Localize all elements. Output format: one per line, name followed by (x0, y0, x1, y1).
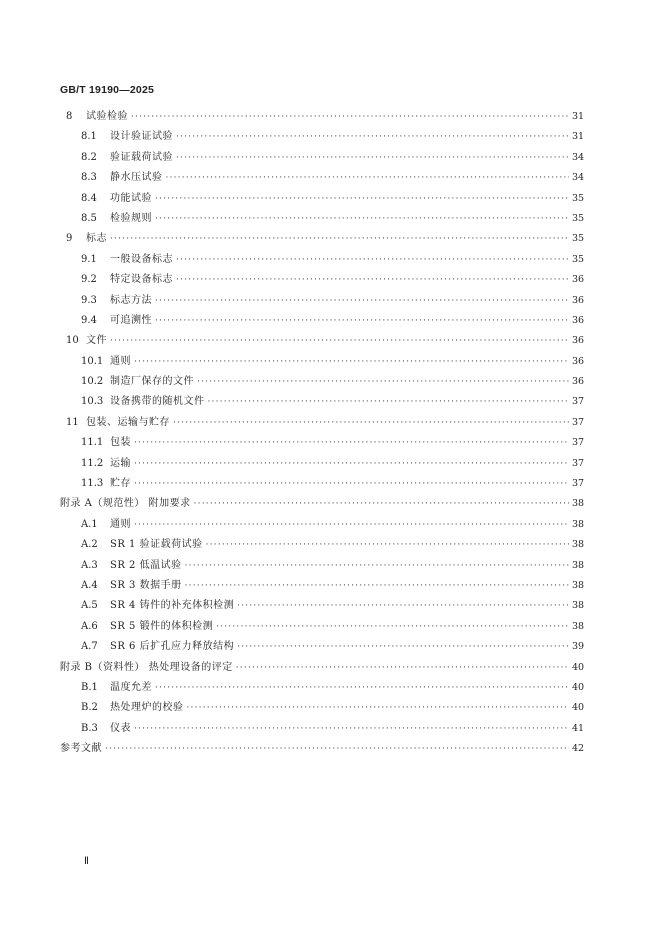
toc-entry-title: 通则 (110, 355, 131, 367)
toc-entry-number: 11 (66, 416, 79, 428)
toc-leader-dots (194, 499, 569, 509)
toc-entry-page: 37 (572, 416, 585, 428)
toc-entry-number: 10.2 (81, 376, 104, 388)
toc-leader-dots (237, 642, 569, 652)
toc-entry-page: 40 (572, 702, 585, 714)
toc-entry[interactable] (66, 168, 584, 188)
toc-entry-number: 9.2 (81, 274, 97, 286)
toc-leader-dots (110, 234, 569, 244)
toc-entry-page: 36 (572, 294, 585, 306)
toc-leader-dots (236, 663, 569, 673)
toc-entry[interactable] (66, 331, 584, 351)
toc-entry-number: 11.1 (81, 437, 104, 449)
toc-entry[interactable] (66, 229, 584, 249)
toc-entry-page: 37 (572, 396, 585, 408)
toc-entry[interactable] (66, 719, 584, 739)
toc-leader-dots (110, 336, 569, 346)
toc-entry-page: 37 (572, 478, 585, 490)
toc-leader-dots (105, 744, 569, 754)
toc-entry-page: 42 (572, 743, 585, 755)
toc-entry-number: 10.1 (81, 355, 104, 367)
toc-entry-page: 41 (572, 722, 585, 734)
toc-entry-number: 8.3 (81, 172, 97, 184)
toc-entry-number: 8 (66, 111, 73, 122)
toc-entry-page: 31 (572, 131, 585, 143)
toc-leader-dots (176, 153, 569, 163)
toc-entry-page: 36 (572, 314, 585, 326)
toc-entry-title: 通则 (110, 518, 131, 530)
toc-entry-number: A.5 (81, 600, 98, 612)
toc-entry[interactable] (66, 291, 584, 311)
toc-entry-title: 参考文献 (60, 743, 102, 755)
toc-entry-page: 37 (572, 457, 585, 469)
toc-entry-title: SR 4 铸件的补充体积检测 (110, 600, 235, 612)
toc-entry-title: 可追溯性 (110, 314, 152, 326)
toc-leader-dots (176, 275, 569, 285)
toc-entry-title: 运输 (110, 457, 131, 469)
toc-entry-number: 8.5 (81, 212, 97, 224)
toc-entry-title: SR 6 后扩孔应力释放结构 (110, 641, 235, 653)
toc-leader-dots (134, 479, 569, 489)
toc-entry-title: 标志方法 (110, 294, 152, 306)
toc-leader-dots (216, 622, 569, 632)
toc-entry[interactable] (66, 413, 584, 433)
toc-leader-dots (206, 540, 569, 550)
toc-entry-page: 38 (572, 518, 585, 530)
toc-leader-dots (131, 112, 569, 122)
toc-entry-number: 8.4 (81, 192, 97, 204)
toc-entry-page: 35 (572, 253, 585, 265)
toc-entry-page: 40 (572, 661, 585, 673)
toc-entry-number: 9.4 (81, 314, 97, 326)
toc-entry-page: 36 (572, 355, 585, 367)
toc-entry-title: 检验规则 (110, 212, 152, 224)
toc-entry[interactable] (66, 392, 584, 412)
toc-entry-number: A.1 (81, 518, 98, 530)
toc-leader-dots (176, 132, 569, 142)
toc-entry-title: 验证载荷试验 (110, 151, 173, 163)
toc-entry[interactable] (66, 556, 584, 576)
toc-entry-number: 8.2 (81, 151, 97, 163)
toc-leader-dots (187, 703, 570, 713)
toc-entry-number: 11.2 (81, 457, 104, 469)
toc-entry[interactable] (60, 494, 584, 514)
toc-leader-dots (197, 377, 569, 387)
toc-entry-title: 文件 (86, 335, 107, 347)
toc-entry-number: B.1 (81, 681, 98, 693)
toc-entry-number: 10.3 (81, 396, 104, 408)
toc-entry-title: 试验检验 (86, 111, 128, 122)
toc-entry[interactable] (66, 250, 584, 270)
toc-entry[interactable] (60, 658, 584, 678)
toc-entry[interactable] (66, 474, 584, 494)
toc-leader-dots (134, 520, 569, 530)
toc-entry-number: 9.1 (81, 253, 97, 265)
toc-entry-title: 附录 A（规范性） 附加要求 (60, 498, 191, 510)
toc-entry-title: 功能试验 (110, 192, 152, 204)
toc-entry-title: SR 5 锻件的体积检测 (110, 620, 214, 632)
toc-leader-dots (155, 316, 569, 326)
toc-entry-page: 36 (572, 376, 585, 388)
toc-entry[interactable] (66, 576, 584, 596)
toc-entry[interactable] (66, 678, 584, 698)
toc-leader-dots (155, 296, 569, 306)
toc-leader-dots (155, 214, 569, 224)
page-number: Ⅱ (84, 856, 89, 867)
toc-entry-page: 38 (572, 498, 585, 510)
toc-entry[interactable] (66, 637, 584, 657)
toc-entry-title: 标志 (86, 233, 107, 245)
toc-entry-number: A.7 (81, 641, 98, 653)
document-id: GB/T 19190—2025 (60, 84, 155, 96)
toc-entry-page: 35 (572, 233, 585, 245)
toc-entry-page: 39 (572, 641, 585, 653)
toc-entry-page: 37 (572, 437, 585, 449)
toc-entry-page: 35 (572, 192, 585, 204)
toc-entry-page: 31 (572, 111, 585, 122)
toc-entry-number: 8.1 (81, 131, 97, 143)
toc-entry-title: 附录 B（资料性） 热处理设备的评定 (60, 661, 233, 673)
toc-entry-title: SR 3 数据手册 (110, 579, 182, 591)
toc-entry-number: 9 (66, 233, 73, 245)
toc-entry-number: 9.3 (81, 294, 97, 306)
toc-entry-title: 特定设备标志 (110, 274, 173, 286)
toc-entry-page: 38 (572, 579, 585, 591)
toc-leader-dots (155, 683, 569, 693)
toc-entry-title: SR 2 低温试验 (110, 559, 182, 571)
toc-entry-title: 设备携带的随机文件 (110, 396, 205, 408)
toc-entry-number: A.3 (81, 559, 98, 571)
toc-entry-title: 设计验证试验 (110, 131, 173, 143)
table-of-contents (60, 107, 585, 760)
toc-leader-dots (185, 561, 569, 571)
toc-entry[interactable] (66, 107, 584, 127)
toc-entry[interactable] (66, 515, 584, 535)
toc-entry-title: 制造厂保存的文件 (110, 376, 194, 388)
toc-leader-dots (134, 724, 569, 734)
toc-entry[interactable] (66, 311, 584, 331)
toc-entry[interactable] (66, 596, 584, 616)
toc-entry-page: 38 (572, 559, 585, 571)
toc-leader-dots (134, 438, 569, 448)
toc-leader-dots (208, 397, 570, 407)
toc-entry-number: 10 (66, 335, 79, 347)
toc-entry-title: 热处理炉的校验 (110, 702, 184, 714)
toc-leader-dots (173, 418, 569, 428)
toc-leader-dots (134, 459, 569, 469)
toc-entry[interactable] (66, 372, 584, 392)
toc-entry[interactable] (66, 433, 584, 453)
toc-entry-title: 一般设备标志 (110, 253, 173, 265)
toc-entry-title: 贮存 (110, 478, 131, 490)
toc-leader-dots (155, 194, 569, 204)
toc-leader-dots (185, 581, 569, 591)
toc-entry[interactable] (66, 209, 584, 229)
toc-entry-number: B.3 (81, 722, 98, 734)
toc-entry-number: 11.3 (81, 478, 104, 490)
toc-leader-dots (134, 357, 569, 367)
toc-entry[interactable] (66, 270, 584, 290)
toc-leader-dots (176, 255, 569, 265)
toc-leader-dots (237, 601, 569, 611)
toc-entry-title: 包装 (110, 437, 131, 449)
toc-entry-title: 包装、运输与贮存 (86, 416, 170, 428)
toc-entry-page: 38 (572, 620, 585, 632)
toc-entry-page: 36 (572, 274, 585, 286)
toc-entry[interactable] (66, 352, 584, 372)
toc-entry-page: 34 (572, 151, 585, 163)
toc-entry-page: 34 (572, 172, 585, 184)
toc-entry[interactable] (66, 127, 584, 147)
toc-entry-title: SR 1 验证载荷试验 (110, 539, 203, 551)
toc-entry-title: 温度允差 (110, 681, 152, 693)
toc-leader-dots (166, 173, 570, 183)
toc-entry-page: 35 (572, 212, 585, 224)
toc-entry-page: 40 (572, 681, 585, 693)
toc-entry-title: 静水压试验 (110, 172, 163, 184)
toc-entry[interactable] (66, 454, 584, 474)
toc-entry[interactable] (66, 189, 584, 209)
toc-entry-page: 38 (572, 600, 585, 612)
toc-entry-number: B.2 (81, 702, 98, 714)
toc-entry[interactable] (66, 698, 584, 718)
toc-entry[interactable] (66, 148, 584, 168)
toc-entry-page: 36 (572, 335, 585, 347)
toc-entry[interactable] (66, 617, 584, 637)
toc-entry-number: A.2 (81, 539, 98, 551)
toc-entry-number: A.6 (81, 620, 98, 632)
toc-entry-title: 仪表 (110, 722, 131, 734)
toc-entry[interactable] (60, 739, 584, 759)
toc-entry-page: 38 (572, 539, 585, 551)
toc-entry[interactable] (66, 535, 584, 555)
toc-entry-number: A.4 (81, 579, 98, 591)
